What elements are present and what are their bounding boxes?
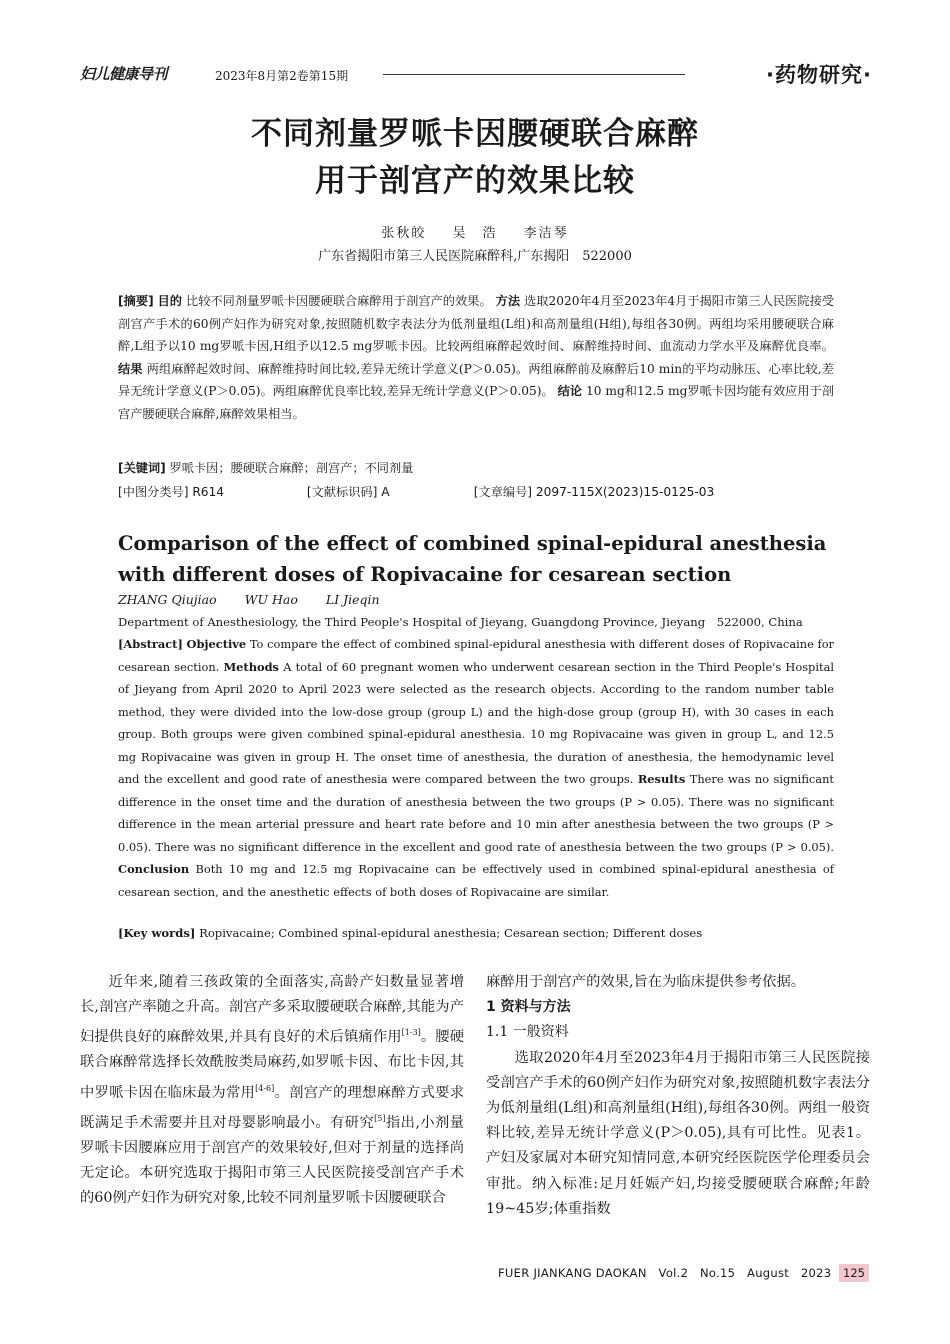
methods-text: 选取2020年4月至2023年4月于揭阳市第三人民医院接受剖宫产手术的60例产妇作为研究对象,按照随机数字表法分为低剂量组(L组)和高剂量组(H组),每组各30例。两组均采用腰硬联合麻醉,L组予以10 mg罗哌卡因,H组予以12.5 mg罗哌卡因。比较两组麻醉起效时间、麻醉维持时间、血流动力学水平及麻醉优良率。 xyxy=(118,294,835,353)
keywords-cn xyxy=(118,459,834,476)
conclusion-text: 10 mg和12.5 mg罗哌卡因均能有效应用于剖宫产腰硬联合麻醉,麻醉效果相当。 xyxy=(118,384,835,421)
methods-label: 方法 xyxy=(495,294,521,308)
results-label: 结果 xyxy=(118,361,143,376)
body-paragraph: 选取2020年4月至2023年4月于揭阳市第三人民医院接受剖宫产手术的60例产妇作为研究对象,按照随机数字表法分为低剂量组(L组)和高剂量组(H组),每组各30例。两组一般资料比较,差异无统计学意义(P＞0.05),具有可比性。见表1。产妇及家属对本研究知情同意,本研究经医院医学伦理委员会审批。纳入标准:足月妊娠产妇,均接受腰硬联合麻醉;年龄19~45岁;体重指数 xyxy=(486,1049,870,1217)
author-en: LI Jieqin xyxy=(325,592,380,607)
results-en-text: There was no significant difference in the onset time and the duration of anesthesia between the two groups (P > 0.05). There was no significant difference in the mean arterial pressure and heart rate before and 10 min after anesthesia between the two groups (P > 0.05). There was no significant difference in the excellent and good rate of anesthesia between the two groups (P > 0.05). xyxy=(118,772,835,854)
abstract-cn xyxy=(118,290,834,425)
clc-number: [中图分类号] R614 xyxy=(118,485,225,499)
classification-row xyxy=(118,483,834,500)
section-heading: 1 资料与方法 xyxy=(486,999,571,1016)
title-cn-line2: 用于剖宫产的效果比较 xyxy=(315,163,635,199)
page-number: 125 xyxy=(839,1264,869,1282)
author-cn: 吴 浩 xyxy=(452,226,498,241)
document-code: [文献标识码] A xyxy=(306,485,390,499)
title-en: Comparison of the effect of combined spinal-epidural anesthesia with different doses of Ropivacaine for cesarean section xyxy=(118,532,827,586)
methods-en-text: A total of 60 pregnant women who underwent cesarean section in the Third People's Hospital of Jieyang from April 2020 to April 2023 were selected as the research objects. According to the random number table method, they were divided into the low-dose group (group L) and the high-dose group (group H), with 30 cases in each group. Both groups were given combined spinal-epidural anesthesia. 10 mg Ropivacaine was given in group L, and 12.5 mg Ropivacaine was given in group H. The onset time of anesthesia, the duration of anesthesia, the hemodynamic level and the excellent and good rate of anesthesia were compared between the two groups. xyxy=(118,659,835,786)
objective-text: 比较不同剂量罗哌卡因腰硬联合麻醉用于剖宫产的效果。 xyxy=(185,294,492,308)
body-paragraph: 麻醉用于剖宫产的效果,旨在为临床提供参考依据。 xyxy=(486,974,806,990)
citation: [4-6] xyxy=(255,1083,275,1093)
article-number: [文章编号] 2097-115X(2023)15-0125-03 xyxy=(473,485,715,499)
keywords-en xyxy=(118,926,834,940)
abstract-en-label: [Abstract] xyxy=(118,637,183,651)
abstract-label: [摘要] xyxy=(118,294,154,308)
keywords-text: 罗哌卡因；腰硬联合麻醉；剖宫产；不同剂量 xyxy=(169,461,414,475)
conclusion-en-label: Conclusion xyxy=(118,862,190,876)
affiliation-en: Department of Anesthesiology, the Third People's Hospital of Jieyang, Guangdong Province, Jieyang 522000, China xyxy=(118,615,803,629)
author-en: WU Hao xyxy=(244,592,298,607)
body-right-column xyxy=(486,970,870,1222)
keywords-label: [关键词] xyxy=(118,461,166,475)
citation: [5] xyxy=(374,1113,386,1123)
conclusion-en-text: Both 10 mg and 12.5 mg Ropivacaine can be effectively used in combined spinal-epidural anesthesia of cesarean section, and the anesthetic effects of both doses of Ropivacaine are similar. xyxy=(118,862,834,899)
author-cn: 李洁琴 xyxy=(523,226,569,241)
issue-info: 2023年8月第2卷第15期 xyxy=(215,69,349,83)
section-tag: ·药物研究· xyxy=(766,63,872,87)
citation: [1-3] xyxy=(401,1028,421,1038)
results-en-label: Results xyxy=(637,772,686,786)
results-text: 两组麻醉起效时间、麻醉维持时间比较,差异无统计学意义(P＞0.05)。两组麻醉前及麻醉后10 min的平均动脉压、心率比较,差异无统计学意义(P＞0.05)。两组麻醉优良率比较,差异无统计学意义(P＞0.05)。 xyxy=(118,361,835,398)
objective-en-text: To compare the effect of combined spinal-epidural anesthesia with different doses of Ropivacaine for cesarean section. xyxy=(118,637,835,674)
keywords-en-text: Ropivacaine; Combined spinal-epidural anesthesia; Cesarean section; Different doses xyxy=(199,926,703,940)
author-cn: 张秋皎 xyxy=(381,226,427,241)
journal-logo: 妇儿健康导刊 xyxy=(80,65,168,83)
objective-label: 目的 xyxy=(157,294,183,308)
header-rule xyxy=(383,74,685,75)
authors-en xyxy=(118,592,404,607)
affiliation-cn: 广东省揭阳市第三人民医院麻醉科,广东揭阳 522000 xyxy=(318,249,632,264)
body-left-column xyxy=(80,970,464,1211)
abstract-en xyxy=(118,633,834,903)
title-cn-line1: 不同剂量罗哌卡因腰硬联合麻醉 xyxy=(251,116,699,152)
methods-en-label: Methods xyxy=(223,659,279,674)
author-en: ZHANG Qiujiao xyxy=(118,592,217,607)
conclusion-label: 结论 xyxy=(557,384,583,398)
keywords-en-label: [Key words] xyxy=(118,926,196,940)
subsection-heading: 1.1 一般资料 xyxy=(486,1024,569,1041)
authors-cn xyxy=(0,222,950,241)
objective-en-label: Objective xyxy=(186,637,247,651)
body-paragraph: 近年来,随着三孩政策的全面落实,高龄产妇数量显著增长,剖宫产率随之升高。剖宫产多采取腰硬联合麻醉,其能为产妇提供良好的麻醉效果,并具有良好的术后镇痛作用[1-3]。腰硬联合麻醉常选择长效酰胺类局麻药,如罗哌卡因、布比卡因,其中罗哌卡因在临床最为常用[4-6]。剖宫产的理想麻醉方式要求既满足手术需要并且对母婴影响最小。有研究[5]指出,小剂量罗哌卡因腰麻应用于剖宫产的效果较好,但对于剂量的选择尚无定论。本研究选取于揭阳市第三人民医院接受剖宫产手术的60例产妇作为研究对象,比较不同剂量罗哌卡因腰硬联合 xyxy=(80,974,465,1206)
footer-journal-info: FUER JIANKANG DAOKAN Vol.2 No.15 August 2023 xyxy=(498,1266,832,1280)
